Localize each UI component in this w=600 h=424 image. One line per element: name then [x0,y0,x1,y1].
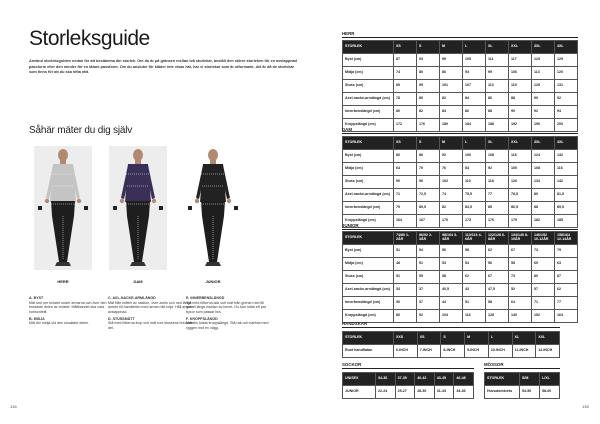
table-header-row [343,232,578,245]
table-row [343,163,578,176]
value-cell: 53 [440,258,463,271]
value-cell: 63 [555,258,578,271]
value-cell: 125 [532,80,555,93]
value-cell: 173 [463,215,486,228]
value-cell: 108 [532,163,555,176]
value-cell: 167 [417,215,440,228]
size-table-sockor [342,372,474,399]
value-cell: 55 [417,271,440,284]
value-cell: 101 [440,80,463,93]
size-table-junior [342,231,578,323]
value-cell: 92 [532,106,555,119]
row-label: Byst (cm) [343,150,394,163]
measure-description: Mät från mitten av nacken, över axeln och ned längs armen till handleden med armen lätt böjd. Håll armen avslappnad. [108,300,193,314]
value-cell: 105 [463,54,486,67]
value-cell: 90 [509,106,532,119]
header-cell: 4XL [555,137,578,150]
header-cell: M [440,41,463,54]
value-cell: 80 [394,106,417,119]
value-cell: 54-56 [520,386,540,399]
header-cell: XL [486,41,509,54]
row-label: Midja (cm) [343,258,394,271]
value-cell: 104 [440,310,463,323]
value-cell: 85 [486,202,509,215]
value-cell: 12-INCH [536,345,560,358]
value-cell: 82 [417,106,440,119]
value-cell: 126 [509,176,532,189]
size-table-herr [342,40,578,132]
value-cell: 93 [463,67,486,80]
value-cell: 78 [394,93,417,106]
value-cell: 67 [509,245,532,258]
header-cell: 34-36 [376,373,396,386]
table-row [343,54,578,67]
table-row [343,284,578,297]
value-cell: 80 [417,67,440,80]
header-cell: 158/164 12-14ÅR [555,232,578,245]
value-cell: 28-30 [415,386,435,399]
measure-heading: B. MIDJA [29,316,45,321]
header-cell: UNISEX [343,373,376,386]
value-cell: 47,5 [486,284,509,297]
row-label: Stuss (cm) [343,80,394,93]
value-cell: 7-INCH [417,345,441,358]
row-label: Axel-nacke-armlängd (cm) [343,189,394,202]
page-number-right: 135 [582,404,589,409]
value-cell: 164 [555,310,578,323]
value-cell: 89 [394,80,417,93]
header-cell: 86/92 2-3ÅR [417,232,440,245]
table-rule [342,368,474,369]
header-cell: 40-42 [415,373,435,386]
row-label: Kroppslängd (cm) [343,119,394,132]
value-cell: 73 [509,271,532,284]
value-cell: 37 [417,297,440,310]
header-cell: STORLEK [343,232,394,245]
measure-description: Mät din totala kroppslängd. Stå rak och barfota med ryggen mot en vägg. [186,321,269,330]
row-label: Byst (cm) [343,54,394,67]
value-cell: 188 [486,119,509,132]
row-label: Axel-nacke-armlängd (cm) [343,284,394,297]
value-cell: 75,5 [463,189,486,202]
value-cell: 74 [394,67,417,80]
value-cell: 113 [486,80,509,93]
value-cell: 70 [417,163,440,176]
table-row [343,258,578,271]
header-cell: 146/152 10-12ÅR [532,232,555,245]
header-cell: L [463,41,486,54]
measure-description: Stå med fötterna isär och mät från grenen ned till golvet längs insidan av benet. Du kan mäta ett par byxor som passar bra. [186,300,266,314]
value-cell: 64 [509,297,532,310]
header-cell: 4XL [555,41,578,54]
header-cell: XXL [536,332,560,345]
table-row [485,386,560,399]
value-cell: 89,5 [555,202,578,215]
value-cell: 84 [440,106,463,119]
row-label: Innerbenslängd (cm) [343,202,394,215]
header-cell: L [463,137,486,150]
value-cell: 34-36 [454,386,474,399]
header-cell: 37-39 [395,373,415,386]
value-cell: 92 [555,93,578,106]
row-label: Stuss (cm) [343,271,394,284]
table-rule [342,133,578,134]
value-cell: 164 [394,215,417,228]
header-cell: XXL [509,41,532,54]
value-cell: 88 [486,106,509,119]
header-cell: L [488,332,512,345]
size-table-mossor [484,372,560,399]
value-cell: 52 [509,284,532,297]
header-cell: STORLEK [343,332,394,345]
value-cell: 129 [555,54,578,67]
value-cell: 200 [555,119,578,132]
value-cell: 51 [463,297,486,310]
value-cell: 111 [486,54,509,67]
measure-heading: C. AXL-NACKE-ARMLÄNGD [108,296,156,300]
value-cell: 92 [440,150,463,163]
section-subtitle: Såhär mäter du dig själv [29,125,133,136]
table-header-row [343,332,560,345]
value-cell: 108 [486,150,509,163]
value-cell: 93 [417,54,440,67]
value-cell: 40,5 [440,284,463,297]
row-label: Byst (cm) [343,245,394,258]
value-cell: 84 [463,93,486,106]
value-cell: 81,5 [555,189,578,202]
value-cell: 31-33 [434,386,454,399]
value-cell: 79 [555,245,578,258]
value-cell: 33 [394,284,417,297]
header-cell: XXL [509,137,532,150]
value-cell: 82 [440,93,463,106]
value-cell: 56 [440,245,463,258]
value-cell: 74 [440,189,463,202]
value-cell: 116 [555,163,578,176]
value-cell: 134 [532,176,555,189]
table-row [343,215,578,228]
row-label: Innerbenslängd (cm) [343,297,394,310]
header-cell: 46-48 [454,373,474,386]
measure-heading: D. STUSSMÅTT [108,316,135,321]
value-cell: 123 [532,54,555,67]
value-cell: 51 [394,271,417,284]
value-cell: 100 [463,150,486,163]
value-cell: 185 [555,215,578,228]
value-cell: 9-INCH [465,345,489,358]
value-cell: 117 [509,54,532,67]
value-cell: 80 [394,310,417,323]
header-cell: S [417,41,440,54]
header-cell: XL [512,332,536,345]
model-photo-dam [109,146,167,270]
model-photo-junior [184,146,242,270]
value-cell: 113 [532,67,555,80]
value-cell: 118 [486,176,509,189]
table-row [343,106,578,119]
value-cell: 86 [486,93,509,106]
header-cell: 43-45 [434,373,454,386]
table-row [343,345,560,358]
measure-column [29,296,117,328]
intro-text: Använd storleksguiden nedan för att bestämma din storlek. Om du är på gränsen mellan två storlekar, beställ den större storleken för en avslappnad passform eller den mindre för en tätare passform. Om du ansluter för kläder inte visas här, har vi storlekar som är utformade, det är då de storlekar som finns för att du ska hitta rätt. [29,59,297,75]
table-rule [342,37,578,38]
value-cell: 71 [394,189,417,202]
value-cell: 180 [440,119,463,132]
header-cell: 110/116 4-6ÅR [463,232,486,245]
size-table-handskar [342,331,560,358]
measure-description: Mät runt om bröstet under armarna och över den bredaste delen av bröstet. Måttbandet ska vara horisontellt. [29,300,107,314]
value-cell: 142 [555,176,578,189]
table-title-mossor: MÖSSOR [484,362,504,367]
row-label: Midja (cm) [343,163,394,176]
value-cell: 43 [463,284,486,297]
page-number-left: 134 [10,404,17,409]
header-cell: S [441,332,465,345]
table-title-sockor: SOCKOR [342,362,362,367]
table-title-junior: JUNIOR [342,223,359,228]
value-cell: 48 [394,258,417,271]
value-cell: 99 [486,67,509,80]
value-cell: 58 [509,258,532,271]
row-label: Kroppslängd (cm) [343,215,394,228]
table-title-herr: HERR [342,31,355,36]
value-cell: 86 [463,106,486,119]
measure-column [186,296,274,333]
size-table-dam [342,136,578,228]
table-header-row [343,137,578,150]
table-row [343,310,578,323]
header-cell: STORLEK [343,41,394,54]
value-cell: 94 [555,106,578,119]
header-cell: XL [486,137,509,150]
value-cell: 176 [417,119,440,132]
value-cell: 80 [532,189,555,202]
value-cell: 140 [509,310,532,323]
value-cell: 100 [509,163,532,176]
value-cell: 172 [394,119,417,132]
measure-heading: E. INNERBENSLÄNGD [186,296,225,300]
row-label: Stuss (cm) [343,176,394,189]
value-cell: 106 [509,67,532,80]
value-cell: 119 [509,80,532,93]
value-cell: 37 [417,284,440,297]
value-cell: 58 [463,245,486,258]
table-row [343,189,578,202]
row-label: Innerbenslängd (cm) [343,106,394,119]
header-cell: XS [417,332,441,345]
model-photo-herr [34,146,92,270]
value-cell: 30 [394,297,417,310]
value-cell: 192 [509,119,532,132]
row-label: Huvudomkrets [485,386,520,399]
value-cell: 120 [555,67,578,80]
table-row [343,150,578,163]
table-rule [342,229,578,230]
value-cell: 58 [440,271,463,284]
table-title-handskar: HANDSKAR [342,321,368,326]
table-row [343,245,578,258]
table-header-row [343,373,474,386]
measure-column [108,296,196,333]
value-cell: 10-INCH [488,345,512,358]
header-cell: S [417,137,440,150]
table-row [343,271,578,284]
value-cell: 116 [509,150,532,163]
value-cell: 182 [532,215,555,228]
table-row [343,119,578,132]
table-row [343,80,578,93]
figure-label-herr: HERR [57,279,69,284]
value-cell: 170 [440,215,463,228]
value-cell: 95 [417,80,440,93]
value-cell: 184 [463,119,486,132]
value-cell: 90 [532,93,555,106]
value-cell: 79 [394,202,417,215]
header-cell: 3XL [532,41,555,54]
value-cell: 90 [394,176,417,189]
figure-label-dam: DAM [133,279,143,284]
value-cell: 107 [463,80,486,93]
value-cell: 176 [486,215,509,228]
row-label: Runt handflatan [343,345,394,358]
value-cell: 86 [417,150,440,163]
value-cell: 83,5 [463,202,486,215]
value-cell: 25-27 [395,386,415,399]
table-row [343,297,578,310]
value-cell: 132 [555,150,578,163]
table-row [343,386,474,399]
row-label: Midja (cm) [343,67,394,80]
value-cell: 116 [463,310,486,323]
value-cell: 77 [555,297,578,310]
value-cell: 80,5 [417,202,440,215]
figure-label-junior: JUNIOR [205,279,221,284]
value-cell: 11-INCH [512,345,536,358]
value-cell: 86 [440,67,463,80]
value-cell: 124 [532,150,555,163]
value-cell: 80 [394,150,417,163]
value-cell: 58 [486,297,509,310]
value-cell: 88 [509,93,532,106]
value-cell: 131 [555,80,578,93]
header-cell: STORLEK [485,373,520,386]
value-cell: 82 [440,202,463,215]
value-cell: 84 [463,163,486,176]
value-cell: 58-60 [540,386,560,399]
value-cell: 110 [463,176,486,189]
header-cell: XS [394,137,417,150]
value-cell: 51 [417,258,440,271]
header-cell: 74/80 1-2ÅR [394,232,417,245]
table-row [343,67,578,80]
header-cell: 98/104 3-4ÅR [440,232,463,245]
value-cell: 56 [486,258,509,271]
value-cell: 44 [440,297,463,310]
value-cell: 152 [532,310,555,323]
value-cell: 77 [486,189,509,202]
value-cell: 99 [440,54,463,67]
header-cell: M [465,332,489,345]
value-cell: 57 [532,284,555,297]
value-cell: 51 [394,245,417,258]
measure-heading: F. KROPPSLÄNGD [186,316,218,321]
value-cell: 80 [532,271,555,284]
table-rule [484,368,560,369]
value-cell: 67 [486,271,509,284]
row-label: Axel-nacke-armlängd (cm) [343,93,394,106]
value-cell: 86,5 [509,202,532,215]
value-cell: 87 [394,54,417,67]
header-cell: STORLEK [343,137,394,150]
table-header-row [343,41,578,54]
row-label: JUNIOR [343,386,376,399]
value-cell: 62 [463,271,486,284]
value-cell: 71 [532,297,555,310]
value-cell: 60 [532,258,555,271]
value-cell: 179 [509,215,532,228]
value-cell: 73 [532,245,555,258]
value-cell: 88 [532,202,555,215]
value-cell: 92 [486,163,509,176]
value-cell: 54 [417,245,440,258]
page-title: Storleksguide [29,27,150,50]
value-cell: 92 [417,310,440,323]
value-cell: 78,5 [509,189,532,202]
header-cell: L/XL [540,373,560,386]
table-title-dam: DAM [342,127,352,132]
value-cell: 62 [486,245,509,258]
table-row [343,93,578,106]
header-cell: M [440,137,463,150]
row-label: Kroppslängd (cm) [343,310,394,323]
value-cell: 96 [417,176,440,189]
measure-description: Mät din midja vid den smalaste delen. [29,321,90,326]
value-cell: 72,5 [417,189,440,202]
measure-heading: A. BYST [29,296,44,300]
table-row [343,176,578,189]
table-header-row [485,373,560,386]
header-cell: 134/140 8-10ÅR [509,232,532,245]
header-cell: XXS [394,332,418,345]
value-cell: 8-INCH [441,345,465,358]
header-cell: 122/128 6-8ÅR [486,232,509,245]
value-cell: 62 [555,284,578,297]
value-cell: 87 [555,271,578,284]
value-cell: 102 [440,176,463,189]
header-cell: 3XL [532,137,555,150]
value-cell: 128 [486,310,509,323]
table-rule [342,327,560,328]
value-cell: 54 [463,258,486,271]
value-cell: 80 [417,93,440,106]
value-cell: 76 [440,163,463,176]
value-cell: 22-24 [376,386,396,399]
value-cell: 64 [394,163,417,176]
table-row [343,202,578,215]
value-cell: 6-INCH [394,345,418,358]
value-cell: 196 [532,119,555,132]
header-cell: S/M [520,373,540,386]
header-cell: XS [394,41,417,54]
measure-description: Stå med fötterna ihop och mät runt stussens bredaste del. [108,321,194,330]
